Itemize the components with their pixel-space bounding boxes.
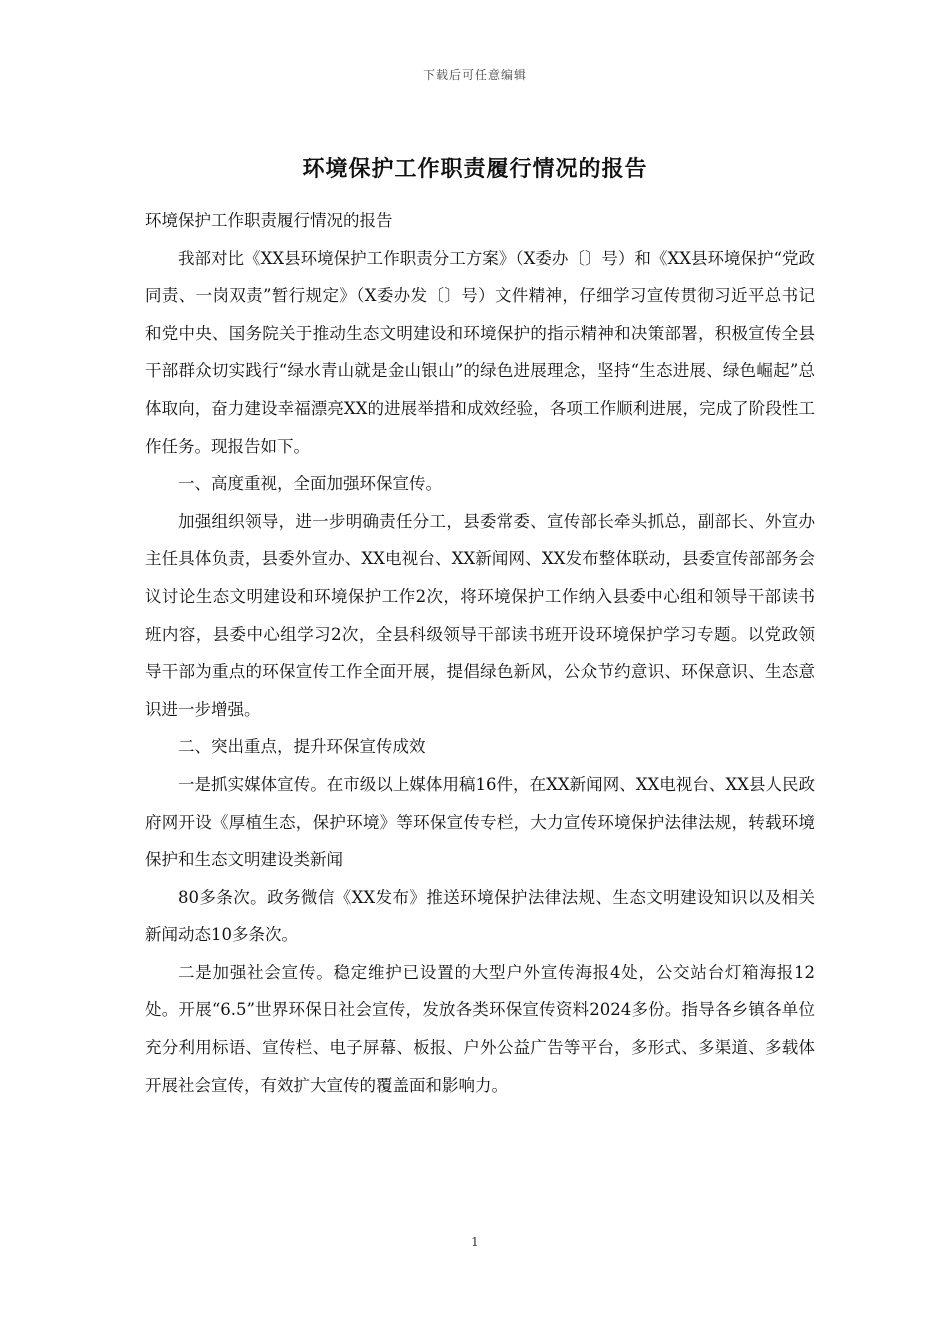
section-1-paragraph: 加强组织领导，进一步明确责任分工，县委常委、宣传部长牵头抓总，副部长、外宣办主任具体负责，县委外宣办、XX电视台、XX新闻网、XX发布整体联动，县委宣传部部务会议讨论生态文明建设和环境保护工作2次，将环境保护工作纳入县委中心组和领导干部读书班内容，县委中心组学习2次，全县科级领导干部读书班开设环境保护学习专题。以党政领导干部为重点的环保宣传工作全面开展，提倡绿色新风，公众节约意识、环保意识、生态意识进一步增强。 xyxy=(145,511,815,719)
media-publicity-paragraph: 一是抓实媒体宣传。在市级以上媒体用稿16件，在XX新闻网、XX电视台、XX县人民政府网开设《厚植生态，保护环境》等环保宣传专栏，大力宣传环境保护法律法规，转载环境保护和生态文明建设类新闻 xyxy=(145,774,815,870)
social-publicity-paragraph: 二是加强社会宣传。稳定维护已设置的大型户外宣传海报4处，公交站台灯箱海报12处。开展“6.5”世界环保日社会宣传，发放各类环保宣传资料2024多份。指导各乡镇各单位充分利用标语、宣传栏、电子屏幕、板报、户外公益广告等平台，多形式、多渠道、多载体开展社会宣传，有效扩大宣传的覆盖面和影响力。 xyxy=(145,962,815,1095)
document-body xyxy=(145,202,815,1104)
page-number: 1 xyxy=(471,1235,479,1249)
wechat-publicity-paragraph: 80多条次。政务微信《XX发布》推送环境保护法律法规、生态文明建设知识以及相关新闻动态10多条次。 xyxy=(145,887,815,945)
intro-paragraph: 我部对比《XX县环境保护工作职责分工方案》（X委办〔〕号）和《XX县环境保护“党政同责、一岗双责”暂行规定》（X委办发〔〕号）文件精神，仔细学习宣传贯彻习近平总书记和党中央、国务院关于推动生态文明建设和环境保护的指示精神和决策部署，积极宣传全县干部群众切实践行“绿水青山就是金山银山”的绿色进展理念，坚持“生态进展、绿色崛起”总体取向，奋力建设幸福漂亮XX的进展举措和成效经验，各项工作顺利进展，完成了阶段性工作任务。现报告如下。 xyxy=(145,248,815,456)
header-note: 下载后可任意编辑 xyxy=(422,68,527,82)
section-heading-1: 一、高度重视，全面加强环保宣传。 xyxy=(178,474,442,494)
section-heading-2: 二、突出重点，提升环保宣传成效 xyxy=(178,737,426,757)
document-title: 环境保护工作职责履行情况的报告 xyxy=(302,156,648,182)
subtitle-paragraph: 环境保护工作职责履行情况的报告 xyxy=(145,211,393,230)
